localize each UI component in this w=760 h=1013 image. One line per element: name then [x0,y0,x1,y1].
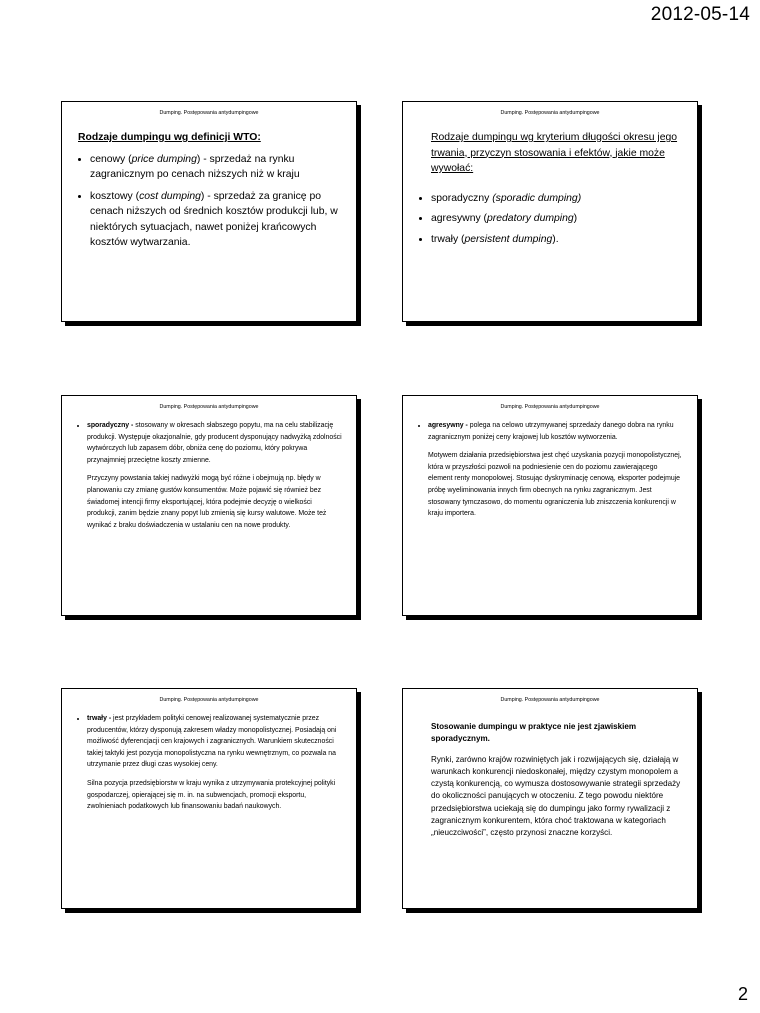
list-item [431,191,685,207]
paragraph: Przyczyny powstania takiej nadwyżki mogą być różne i obejmują np. błędy w planowaniu czy zmianę gustów konsumentów. Może pojawić się również bez świadomej intencji firmy eksportującej, która podejmie decyzję o wielkości produkcji, zanim będzie znany popyt lub zmienią się kursy walutowe. Może też wynikać z braku doświadczenia w ustalaniu cen na nowe produkty. [87,475,327,529]
slide-header: Dumping. Postępowania antydumpingowe [159,110,259,116]
text-run: cenowy ( [90,153,132,165]
term-bold: agresywny - [428,422,470,429]
bullet-list [417,420,683,443]
list-item [87,713,342,771]
slide-title: Stosowanie dumpingu w praktyce nie jest zjawiskiem sporadycznym. [431,722,637,744]
text-run-italic: predatory dumping [487,213,574,224]
slide-6 [402,688,698,909]
paragraph: jest przykładem polityki cenowej realizowanej systematycznie przez producentów, którzy dysponują zakresem władzy monopolistycznej. Posiadają oni możliwość dyferencjacji cen krajowych i zagranicznych. Warunkiem skuteczności takiej taktyki jest pozycja monopolistyczna na rynku wewnętrznym, co pozwala na utrzymanie przez długi czas wysokiej ceny. [87,715,337,769]
slide-title: Rodzaje dumpingu wg kryterium długości okresu jego trwania, przyczyn stosowania i efektów, jakie może wywołać: [431,132,678,174]
list-item [90,189,344,251]
slide-header: Dumping. Postępowania antydumpingowe [500,404,600,410]
list-item [90,152,344,183]
paragraph: Rynki, zarówno krajów rozwiniętych jak i rozwijających się, działają w warunkach konkurencji niedoskonałej, między czystym monopolem a czystą konkurencją, co wymusza dostosowywanie strategii sprzedaży do okoliczności panujących w otoczeniu. Z tego powodu niektóre przedsiębiorstwa uciekają się do dumpingu jako formy rywalizacji z zagranicznym konkurentem, która choć traktowana w kategoriach „nieuczciwości”, często przynosi znaczne korzyści. [431,754,681,838]
text-run: ). [552,233,559,245]
slide-1 [61,101,357,322]
bullet-list [419,191,685,248]
text-run: ) - sprzedaż za granicę po cenach niższych od średnich kosztów produkcji lub, w niektórych sytuacjach, nawet poniżej krańcowych kosztów wytwarzania. [90,190,338,248]
paragraph: Motywem działania przedsiębiorstwa jest chęć uzyskania pozycji monopolistycznej, która w przyszłości pozwoli na podniesienie cen do poziomu zawierającego element renty monopolowej. Stosując dyskryminację cenową, eksporter podejmuje próbę wyeliminowania innych firm obecnych na rynku zagranicznym. Jest stosowany tymczasowo, do momentu ograniczenia lub zniszczenia konkurencji w kraju importera. [428,452,682,518]
bullet-list [76,420,342,466]
list-item [87,420,342,466]
slide-header: Dumping. Postępowania antydumpingowe [159,404,259,410]
paragraph: stosowany w okresach słabszego popytu, ma na celu stabilizację produkcji. Występuje okazjonalnie, gdy producent dysponujący nadwyżką zdolności wytwórczych lub zapasem dóbr, obniża cenę do poziomu, który pokrywa przynajmniej przeciętne koszty zmienne. [87,422,342,464]
text-run-italic: price dumping [131,153,197,165]
text-run: ) - sprzedaż na rynku zagranicznym po cenach niższych niż w kraju [90,153,300,180]
text-run-italic: (sporadic dumping) [492,192,582,204]
page-number: 2 [737,984,748,1004]
text-run-italic: cost dumping [139,190,201,202]
text-run: trwały ( [431,233,465,245]
list-item [431,211,685,227]
slide-4 [402,395,698,616]
text-run: agresywny ( [431,213,488,224]
text-run: kosztowy ( [90,190,140,202]
slide-3 [61,395,357,616]
slide-header: Dumping. Postępowania antydumpingowe [500,697,600,703]
list-item [428,420,683,443]
slide-header: Dumping. Postępowania antydumpingowe [159,697,259,703]
term-bold: sporadyczny - [87,422,136,429]
slide-5 [61,688,357,909]
text-run: sporadyczny [431,192,493,204]
slide-2 [402,101,698,322]
paragraph: polega na celowo utrzymywanej sprzedaży danego dobra na rynku zagranicznym poniżej ceny krajowej lub kosztów wytworzenia. [428,422,674,441]
text-run: ) [573,213,578,224]
list-item [431,232,685,248]
text-run-italic: persistent dumping [464,233,553,245]
bullet-list [76,713,342,771]
print-date: 2012-05-14 [650,4,750,25]
slide-title: Rodzaje dumpingu wg definicji WTO: [78,132,261,143]
bullet-list [78,152,344,251]
slide-header: Dumping. Postępowania antydumpingowe [500,110,600,116]
paragraph: Silna pozycja przedsiębiorstw w kraju wynika z utrzymywania protekcyjnej polityki gospodarczej, opierającej się m. in. na subwencjach, promocji eksportu, zwolnieniach podatkowych lub finansowaniu badań naukowych. [87,779,336,811]
term-bold: trwały - [87,715,114,722]
